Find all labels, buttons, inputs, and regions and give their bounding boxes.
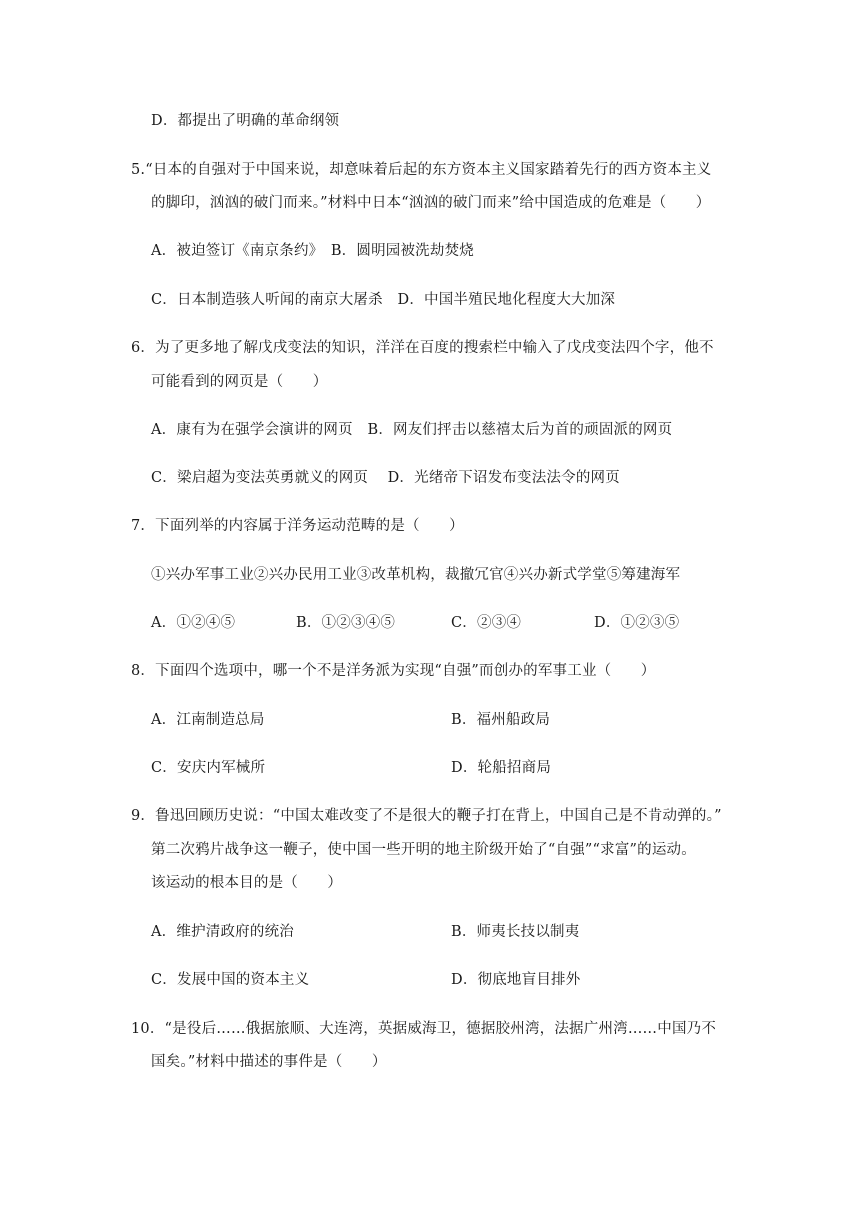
q7-option-a: A．①②④⑤ [151,615,236,631]
q8-option-d: D．轮船招商局 [451,760,552,776]
q9-stem-line1: 9．鲁迅回顾历史说：“中国太难改变了不是很大的鞭子打在背上，中国自己是不肯动弹的。” [131,808,722,824]
q6-options-cd: C．梁启超为变法英勇就义的网页 D．光绪帝下诏发布变法法令的网页 [151,470,620,486]
q8-option-b: B．福州船政局 [451,712,551,728]
q7-option-b: B．①②③④⑤ [296,615,396,631]
q8-option-a: A．江南制造总局 [151,712,265,728]
q9-option-d: D．彻底地盲目排外 [451,972,581,988]
q9-option-b: B．师夷长技以制夷 [451,924,580,940]
q6-stem-line2: 可能看到的网页是（ ） [151,374,328,390]
q9-option-a: A．维护清政府的统治 [151,924,294,940]
q7-stem-line2: ①兴办军事工业②兴办民用工业③改革机构，裁撤冗官④兴办新式学堂⑤筹建海军 [151,567,681,583]
q9-stem-line3: 该运动的根本目的是（ ） [151,875,343,891]
q5-options-cd: C．日本制造骇人听闻的南京大屠杀 D．中国半殖民地化程度大大加深 [151,292,616,308]
q5-options-ab: A．被迫签订《南京条约》 B．圆明园被洗劫焚烧 [151,243,474,259]
q10-stem-line1: 10．“是役后……俄据旅顺、大连湾，英据威海卫，德据胶州湾，法据广州湾……中国乃不 [131,1021,717,1037]
q10-stem-line2: 国矣。”材料中描述的事件是（ ） [151,1054,387,1070]
q9-option-c: C．发展中国的资本主义 [151,972,310,988]
q7-option-d: D．①②③⑤ [594,615,680,631]
q5-stem-line2: 的脚印，汹汹的破门而来。”材料中日本“汹汹的破门而来”给中国造成的危难是（ ） [151,195,711,211]
q9-stem-line2: 第二次鸦片战争这一鞭子，使中国一些开明的地主阶级开始了“自强”“求富”的运动。 [151,842,696,858]
q5-stem-line1: 5.“日本的自强对于中国来说，却意味着后起的东方资本主义国家踏着先行的西方资本主义 [131,162,712,178]
q4-option-d: D．都提出了明确的革命纲领 [151,113,340,129]
q8-option-c: C．安庆内军械所 [151,760,266,776]
q6-stem-line1: 6．为了更多地了解戊戌变法的知识，洋洋在百度的搜索栏中输入了戊戌变法四个字，他不 [131,340,714,356]
q6-options-ab: A．康有为在强学会演讲的网页 B．网友们抨击以慈禧太后为首的顽固派的网页 [151,422,673,438]
q7-option-c: C．②③④ [451,615,522,631]
q7-stem-line1: 7．下面列举的内容属于洋务运动范畴的是（ ） [131,518,464,534]
q8-stem-line1: 8．下面四个选项中，哪一个不是洋务派为实现“自强”而创办的军事工业（ ） [131,663,656,679]
